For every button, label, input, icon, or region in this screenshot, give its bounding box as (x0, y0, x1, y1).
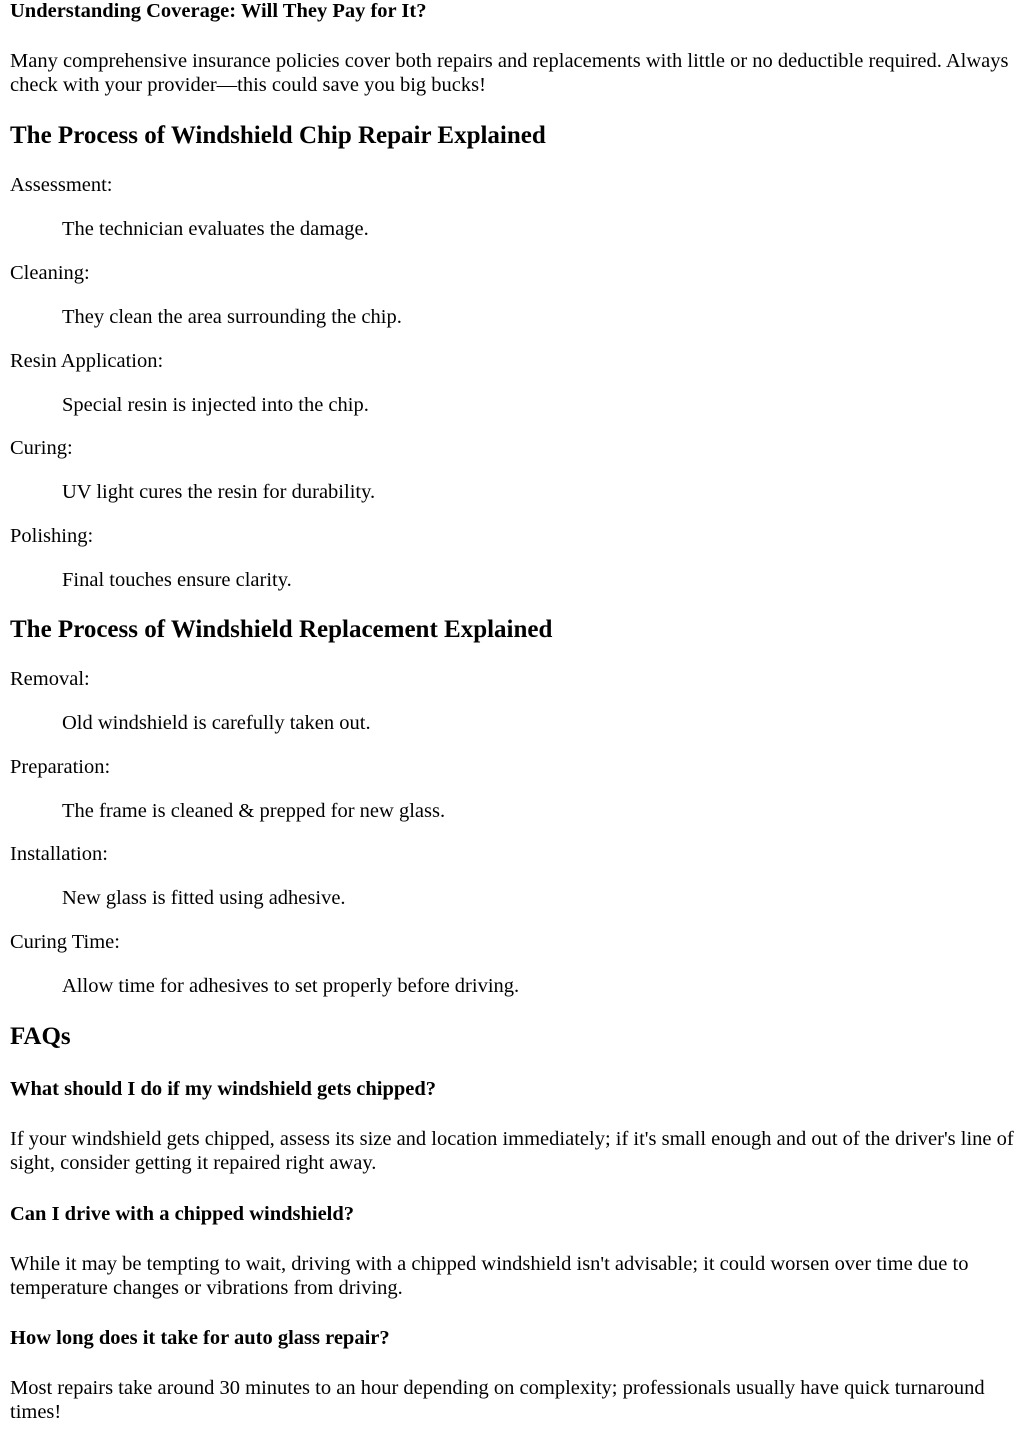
step-term: Curing: (10, 437, 73, 459)
step-description: Final touches ensure clarity. (62, 569, 292, 591)
step-description: The frame is cleaned & prepped for new glass. (62, 800, 446, 822)
step-description: The technician evaluates the damage. (62, 218, 369, 240)
coverage-paragraph: Many comprehensive insurance policies cover both repairs and replacements with little or no deductible required. Always check with your provider—this could save you big bucks! (10, 50, 1009, 96)
step-description: New glass is fitted using adhesive. (62, 887, 346, 909)
step-description: Allow time for adhesives to set properly before driving. (62, 975, 520, 997)
coverage-heading: Understanding Coverage: Will They Pay for It? (10, 0, 427, 22)
step-term: Curing Time: (10, 931, 120, 953)
faqs-heading: FAQs (10, 1023, 71, 1050)
step-term: Cleaning: (10, 262, 90, 284)
replacement-heading: The Process of Windshield Replacement Explained (10, 616, 553, 643)
faq-answer: Most repairs take around 30 minutes to an hour depending on complexity; professionals usually have quick turnaround times! (10, 1377, 985, 1423)
step-term: Removal: (10, 668, 90, 690)
step-description: They clean the area surrounding the chip. (62, 306, 402, 328)
step-description: Special resin is injected into the chip. (62, 394, 369, 416)
step-term: Polishing: (10, 525, 94, 547)
step-term: Assessment: (10, 174, 113, 196)
faq-question: Can I drive with a chipped windshield? (10, 1203, 355, 1225)
step-description: UV light cures the resin for durability. (62, 481, 376, 503)
faq-answer: If your windshield gets chipped, assess its size and location immediately; if it's small enough and out of the driver's line of sight, consider getting it repaired right away. (10, 1128, 1014, 1174)
faq-question: How long does it take for auto glass repair? (10, 1327, 390, 1349)
step-term: Installation: (10, 843, 108, 865)
step-term: Resin Application: (10, 350, 164, 372)
faq-answer: While it may be tempting to wait, driving with a chipped windshield isn't advisable; it could worsen over time due to temperature changes or vibrations from driving. (10, 1253, 969, 1299)
step-description: Old windshield is carefully taken out. (62, 712, 371, 734)
chip-repair-heading: The Process of Windshield Chip Repair Explained (10, 122, 546, 149)
step-term: Preparation: (10, 756, 111, 778)
faq-question: What should I do if my windshield gets chipped? (10, 1078, 437, 1100)
